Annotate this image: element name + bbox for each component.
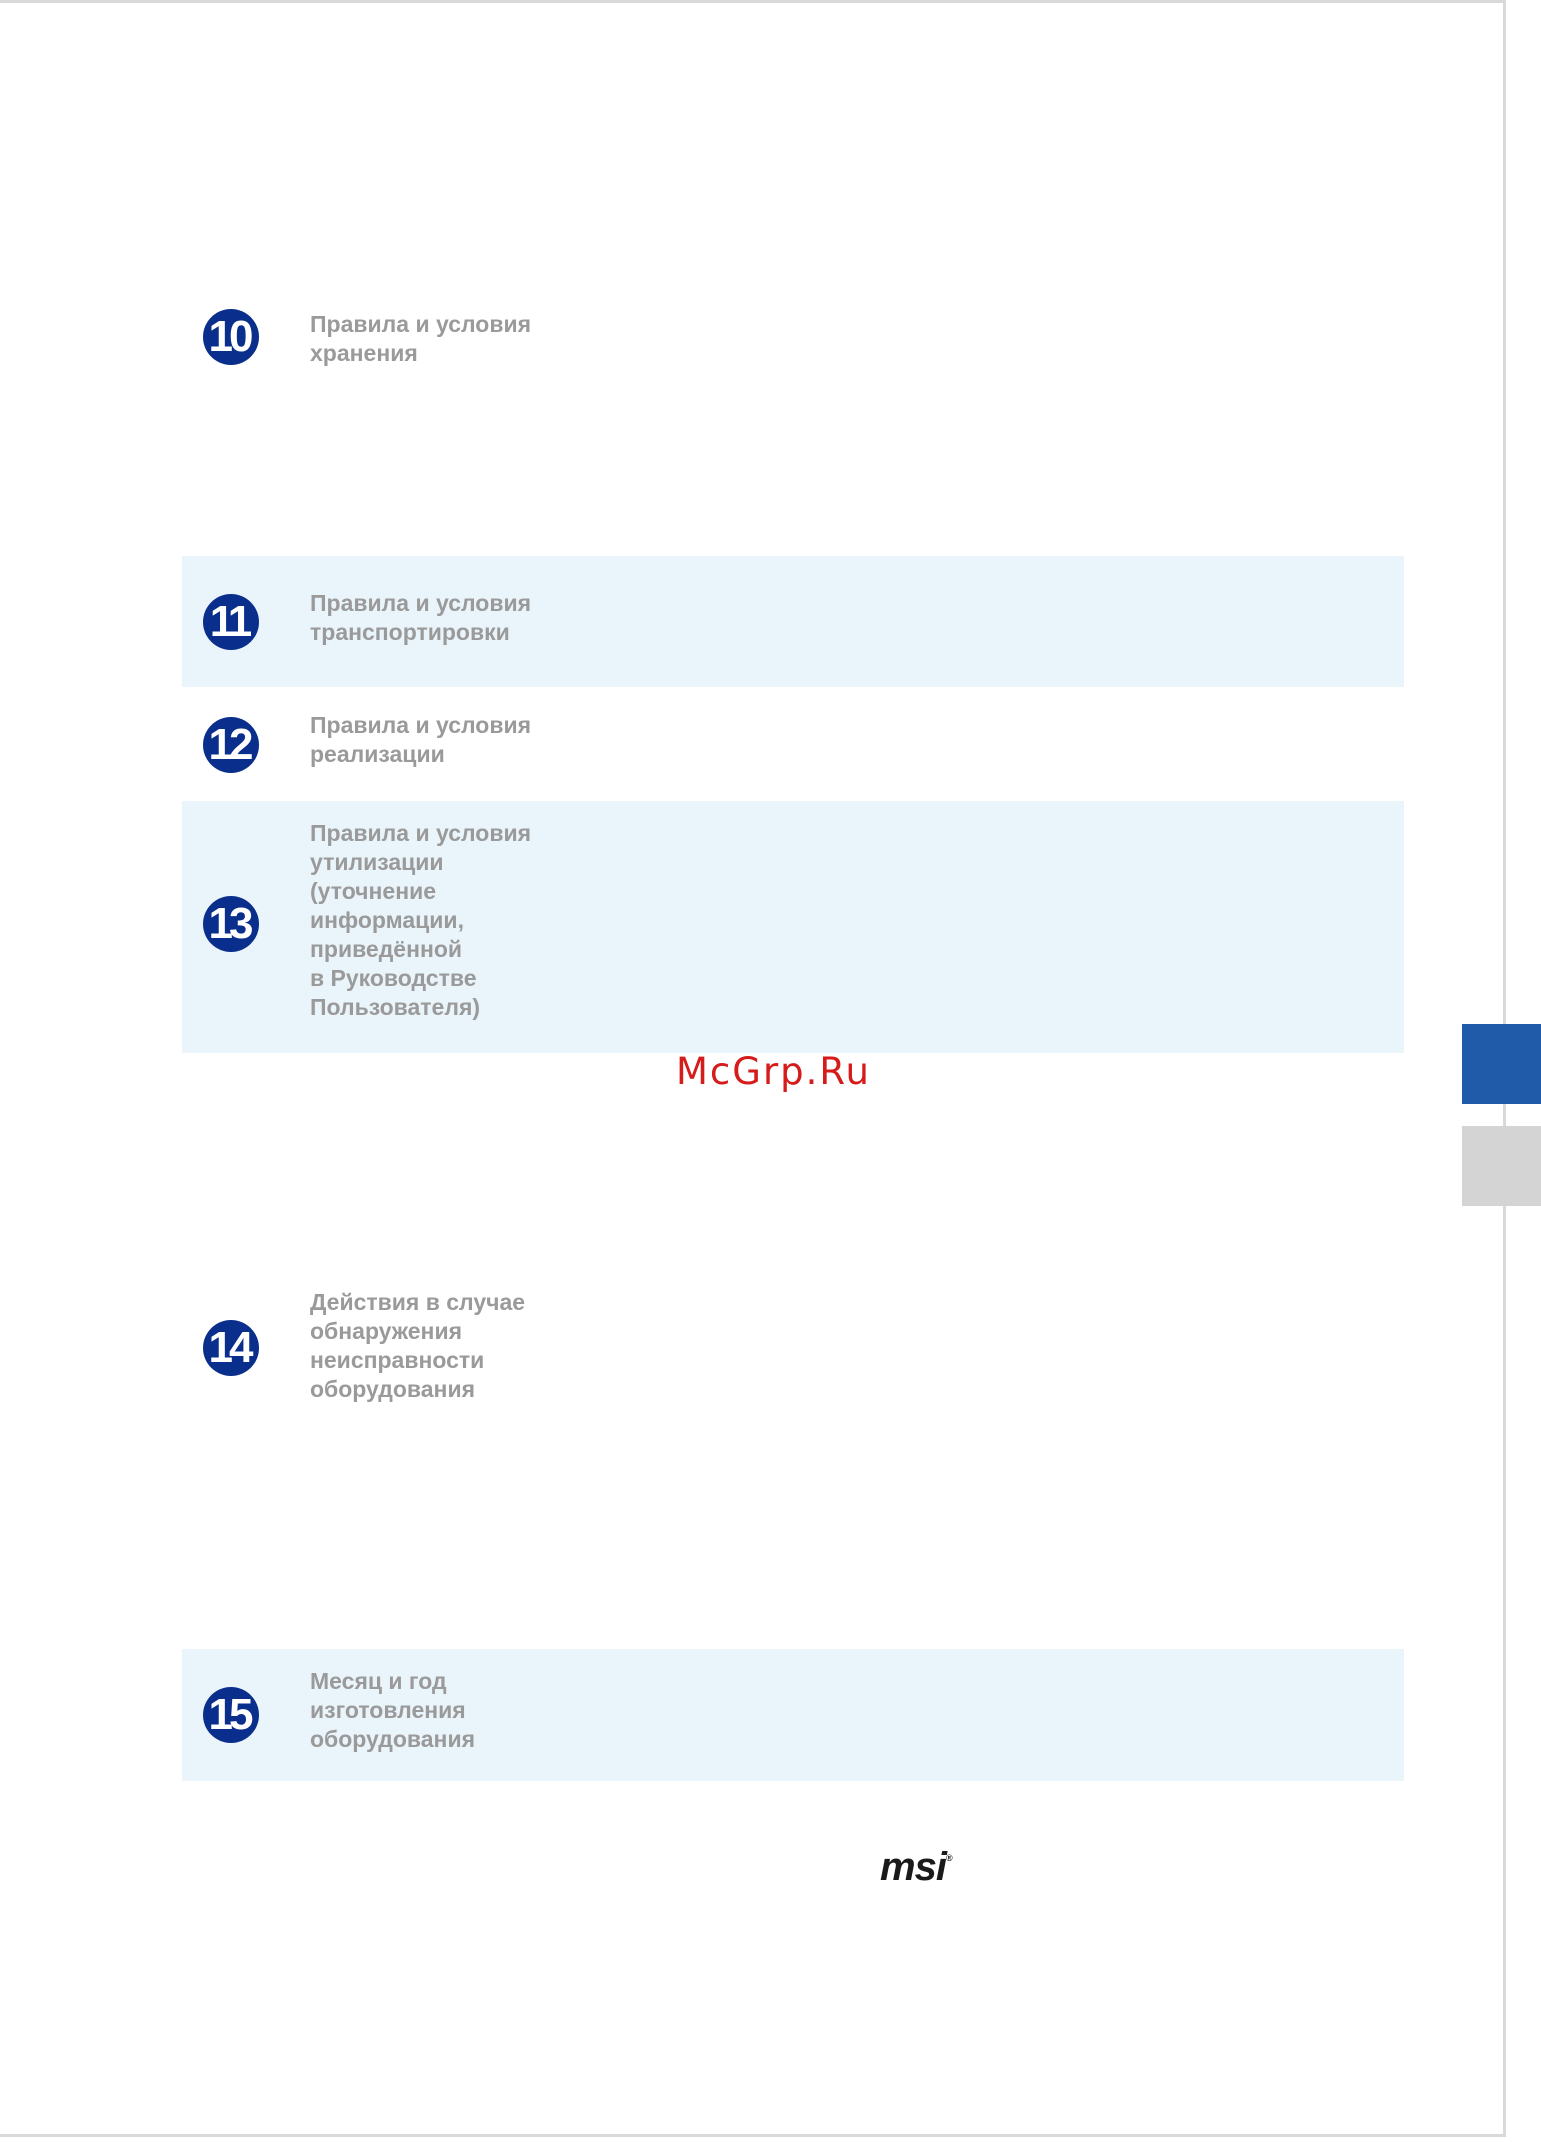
section-label: Действия в случае обнаружения неисправности оборудования xyxy=(310,1289,526,1402)
section-manufacture-date xyxy=(182,1649,1404,1781)
section-transport xyxy=(182,556,1404,687)
msi-logo xyxy=(880,1845,952,1890)
section-disposal xyxy=(182,801,1404,1053)
section-number-badge: 13 xyxy=(203,896,259,952)
section-label: Правила и условия транспортировки xyxy=(310,590,532,645)
section-number-badge: 12 xyxy=(203,717,259,773)
section-number-badge: 15 xyxy=(203,1687,259,1743)
section-label: Месяц и год изготовления оборудования xyxy=(310,1668,475,1752)
section-number-badge: 11 xyxy=(203,594,259,650)
section-label: Правила и условия утилизации (уточнение информации, приведённой в Руководстве Пользователя) xyxy=(310,820,532,1020)
side-tab-blue xyxy=(1462,1024,1541,1104)
section-number-badge: 10 xyxy=(203,309,259,365)
section-label: Правила и условия хранения xyxy=(310,311,532,366)
section-storage xyxy=(182,270,1404,405)
logo-mark: ® xyxy=(945,1853,952,1863)
section-sales xyxy=(182,687,1404,801)
section-label: Правила и условия реализации xyxy=(310,712,532,767)
watermark: McGrp.Ru xyxy=(676,1050,871,1093)
section-malfunction xyxy=(182,1260,1404,1440)
side-tab-grey xyxy=(1462,1126,1541,1206)
logo-text: msi xyxy=(880,1845,946,1889)
section-number-badge: 14 xyxy=(203,1320,259,1376)
